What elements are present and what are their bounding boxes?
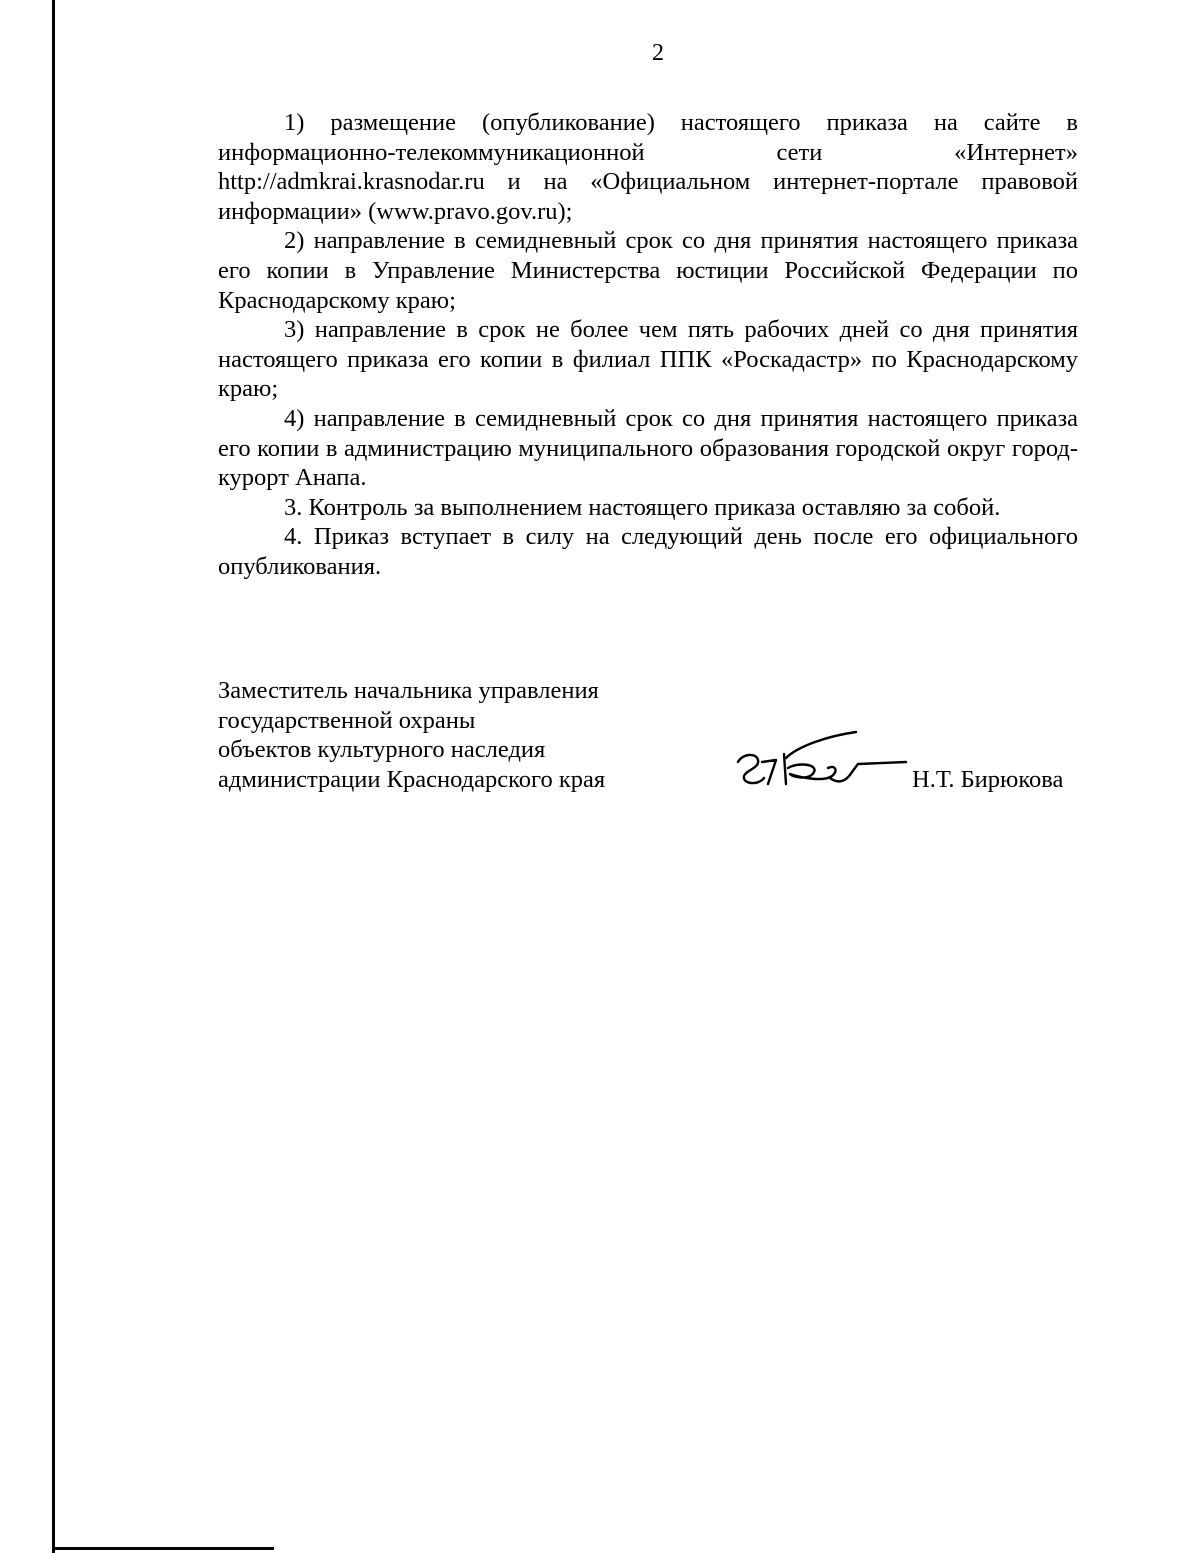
page-number: 2 bbox=[652, 40, 664, 66]
paragraph-anapa-administration: 4) направление в семидневный срок со дня принятия настоящего приказа его копии в администрацию муниципального образования городской округ город-курорт Анапа. bbox=[218, 404, 1078, 492]
handwritten-signature bbox=[728, 724, 908, 794]
signatory-position-line: государственной охраны bbox=[218, 706, 476, 734]
document-body bbox=[218, 108, 1078, 582]
signatory-position-line: объектов культурного наследия bbox=[218, 736, 546, 764]
paragraph-control: 3. Контроль за выполнением настоящего приказа оставляю за собой. bbox=[284, 493, 1001, 521]
paragraph-roskadastr: 3) направление в срок не более чем пять рабочих дней со дня принятия настоящего приказа его копии в филиал ППК «Роскадастр» по Краснодарскому краю; bbox=[218, 316, 1078, 403]
scan-border-bottom bbox=[52, 1547, 274, 1550]
paragraph-entry-into-force: 4. Приказ вступает в силу на следующий день после его официального опубликования. bbox=[218, 523, 1078, 580]
signatory-position-line: Заместитель начальника управления bbox=[218, 677, 599, 704]
scan-border-left bbox=[52, 0, 55, 1553]
paragraph-ministry-of-justice: 2) направление в семидневный срок со дня принятия настоящего приказа его копии в Управление Министерства юстиции Российской Федерации по Краснодарскому краю; bbox=[218, 227, 1078, 314]
signatory-name: Н.Т. Бирюкова bbox=[912, 766, 1064, 793]
signatory-position-line: администрации Краснодарского края bbox=[218, 765, 606, 793]
paragraph-publication: 1) размещение (опубликование) настоящего приказа на сайте в информационно-телекоммуникационной сети «Интернет» http://admkrai.krasnodar.ru и на «Официальном интернет-портале правовой информации» (www.pravo.gov.ru); bbox=[218, 109, 1078, 225]
signature-block bbox=[218, 676, 1078, 794]
